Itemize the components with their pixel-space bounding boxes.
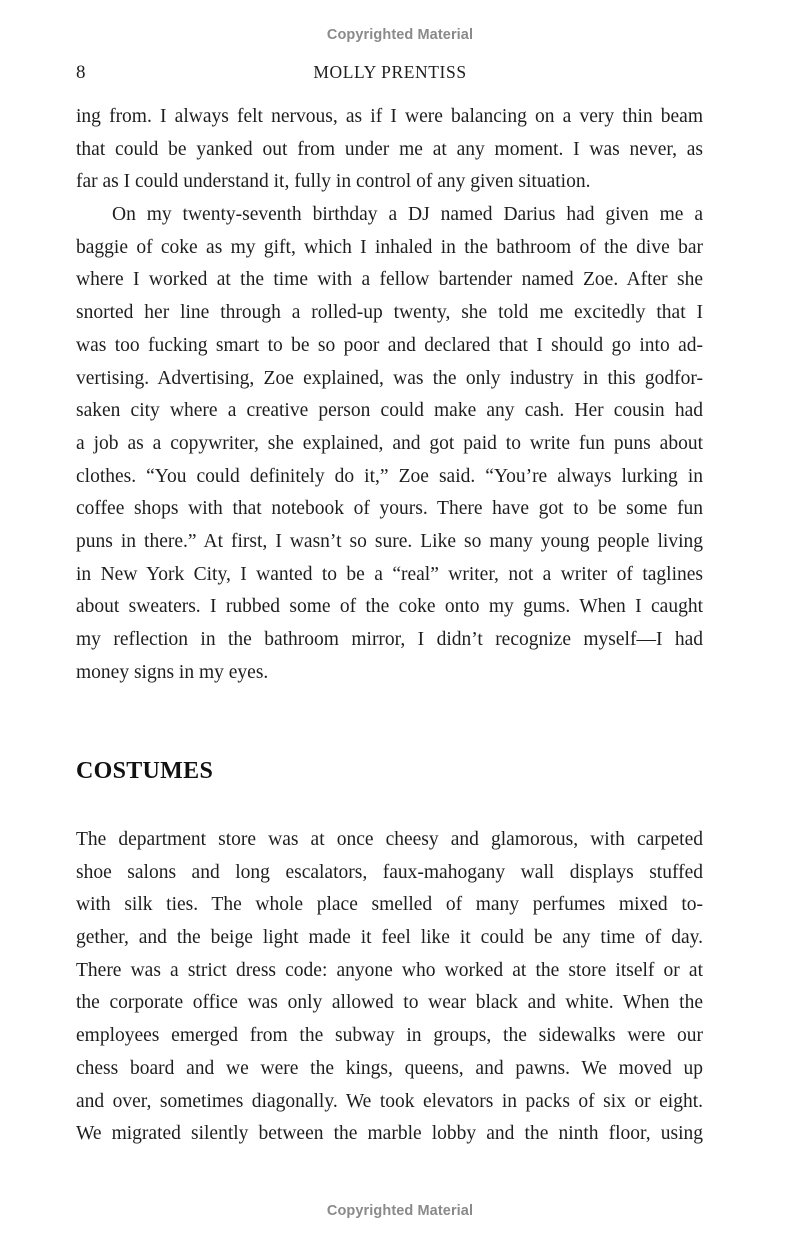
page-number: 8 [76,62,86,83]
text-line: money signs in my eyes. [76,661,269,683]
text-line: and over, sometimes diagonally. We took elevators in packs of six or eight. [76,1090,703,1112]
body-text-bottom [76,824,703,1151]
text-line: with silk ties. The whole place smelled of many perfumes mixed to- [76,894,703,916]
text-line: a job as a copywriter, she explained, and got paid to write fun puns about [76,432,703,454]
section-heading: COSTUMES [76,758,214,784]
text-line: ing from. I always felt nervous, as if I were balancing on a very thin beam [76,106,703,127]
text-line: We migrated silently between the marble lobby and the ninth floor, using [76,1123,703,1145]
copyright-watermark-top: Copyrighted Material [326,27,474,43]
running-head-author: MOLLY PRENTISS [313,62,467,82]
body-text-top [76,101,703,689]
text-line: employees emerged from the subway in groups, the sidewalks were our [76,1025,703,1047]
text-line: the corporate office was only allowed to wear black and white. When the [76,992,703,1014]
text-line: far as I could understand it, fully in control of any given situation. [76,171,591,193]
text-line: in New York City, I wanted to be a “real” writer, not a writer of taglines [76,563,703,585]
text-line: gether, and the beige light made it feel like it could be any time of day. [76,927,703,949]
running-head [0,62,800,86]
text-line: puns in there.” At first, I wasn’t so sure. Like so many young people living [76,530,703,552]
text-line: about sweaters. I rubbed some of the coke onto my gums. When I caught [76,596,703,618]
text-line: coffee shops with that notebook of yours. There have got to be some fun [76,498,703,520]
text-line: There was a strict dress code: anyone who worked at the store itself or at [76,959,703,981]
copyright-watermark-bottom: Copyrighted Material [326,1203,474,1219]
text-line: my reflection in the bathroom mirror, I didn’t recognize myself—I had [76,629,703,650]
text-line: On my twenty-seventh birthday a DJ named Darius had given me a [112,204,703,226]
text-line: clothes. “You could definitely do it,” Zoe said. “You’re always lurking in [76,465,703,487]
text-line: saken city where a creative person could make any cash. Her cousin had [76,400,703,422]
text-line: The department store was at once cheesy and glamorous, with carpeted [76,829,703,850]
text-line: baggie of coke as my gift, which I inhaled in the bathroom of the dive bar [76,236,703,258]
text-line: where I worked at the time with a fellow bartender named Zoe. After she [76,269,703,291]
text-line: shoe salons and long escalators, faux-mahogany wall displays stuffed [76,861,703,883]
text-line: was too fucking smart to be so poor and declared that I should go into ad- [76,334,703,356]
text-line: chess board and we were the kings, queens, and pawns. We moved up [76,1057,703,1079]
text-line: snorted her line through a rolled-up twenty, she told me excitedly that I [76,302,703,324]
text-line: that could be yanked out from under me at any moment. I was never, as [76,138,703,160]
text-line: vertising. Advertising, Zoe explained, was the only industry in this godfor- [76,367,703,389]
